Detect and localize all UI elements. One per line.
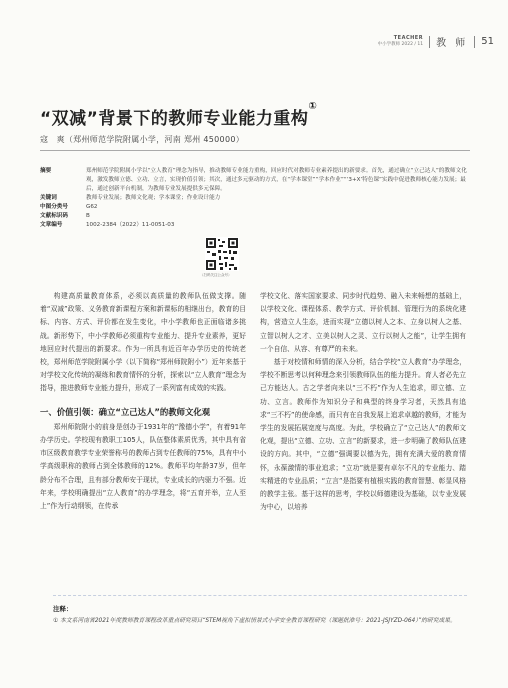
body-column-right	[260, 290, 466, 514]
footnote-title: 注释：	[53, 605, 73, 613]
article-title-text: “双减”背景下的教师专业能力重构	[40, 109, 309, 129]
section-heading: 一、价值引领：确立“立己达人”的教师文化观	[40, 406, 211, 417]
keywords-label: 关键词	[40, 195, 57, 201]
abstract-block	[40, 150, 470, 230]
abstract-row	[40, 150, 470, 194]
article-title	[40, 101, 318, 129]
qr-code-icon	[205, 237, 239, 271]
clc-row	[40, 203, 470, 212]
header-right	[378, 34, 494, 49]
qr-caption: （扫码关注公众号）	[200, 273, 232, 277]
body-paragraph: 学校文化、落实国家要求、同步时代趋势、融入未来畅想的基础上，以学校文化、课程体系、教学方式、评价机制、管理行为的系统化建构，营造立人生态，进而实现“立德以树人之本、立身以树人之基、立智以树人之才、立美以树人之灵、立行以树人之能”，让学生拥有一个自信、从容、有尊严的未来。	[260, 292, 466, 353]
footnote-box	[53, 595, 467, 650]
page-header	[0, 30, 508, 50]
qr-code-image[interactable]	[205, 237, 239, 271]
journal-issue: 中小学教师 2022 / 11	[377, 41, 424, 47]
abstract-text: 郑州师范学院附属小学以“立人教育”理念为指导，推动教师专业能力重构，回应时代对教师专业素养提出的新要求。首先，通过确立“立己达人”的教师文化观，激发教师立德、立功、立言，实现价值引领；其次，通过多元驱动的方式，在“学本课堂”“学本作业”“‘3+X’特色课”实践中促进教师核心能力发展；最后，通过创新平台机制，为教师专业发展提供多元保障。	[86, 168, 467, 192]
article-no-value: 1002-2384（2022）11-0051-03	[86, 222, 175, 228]
footnote-text: ① 本文系河南省2021年度教师教育课程改革重点研究项目“STEM视角下虚拟情景式小学安全教育课程研究（课题批准号：2021-JSJYZD-064）”的研究成果。	[53, 618, 456, 624]
keywords-row	[40, 194, 470, 203]
clc-label: 中图分类号	[40, 204, 68, 210]
doc-code-value: B	[86, 213, 90, 219]
journal-mark	[378, 36, 424, 48]
keywords-text: 教师专业发展；教师文化观；学本课堂；作业设计能力	[86, 195, 221, 201]
column-name: 教 师	[436, 38, 469, 49]
article-no-label: 文章编号	[40, 222, 63, 228]
article-no-row	[40, 221, 470, 230]
body-paragraph: 郑州师院附小的前身是创办于1931年的“豫德小学”，有着91年办学历史。学校现有教职工105人，队伍整体素质优秀，其中具有省市区级教育教学专业荣誉称号的教师占到专任教师的75%，具有中小学高级职称的教师占到全体教师的12%。教师平均年龄37岁，但年龄分布不合理，且有部分教师安于现状，专业成长的内驱力不强。近年来，学校明确提出“立人教育”的办学理念，将“五育并举，立人至上”作为行动纲领，在传承	[40, 422, 246, 511]
author-line: 寇 爽（郑州师范学院附属小学，河南 郑州 450000）	[40, 135, 245, 144]
title-footnote-mark: ①	[308, 101, 318, 112]
body-paragraph: 构建高质量教育体系，必须以高质量的教师队伍做支撑。随着“双减”政策、义务教育新课程方案和新课标的相继出台，教育的目标、内容、方式、评价都在发生变化，中小学教师也正面临诸多挑战。新形势下，中小学教师必须重构专业能力、提升专业素养，更好地回应时代提出的新要求。作为一所具有近百年办学历史的传统老校，郑州师范学院附属小学（以下简称“郑州师院附小”）近年来基于对学校文化传统的凝练和教育情怀的分析，探索以“立人教育”理念为指导，推进教师专业能力提升，形成了一系列富有成效的实践。	[40, 292, 246, 393]
body-column-left	[40, 290, 246, 513]
page-number: 51	[481, 36, 494, 47]
doc-code-row	[40, 212, 470, 221]
header-divider	[429, 36, 430, 48]
header-divider-2	[474, 36, 475, 48]
abstract-label: 摘要	[40, 168, 52, 174]
doc-code-label: 文献标识码	[40, 213, 68, 219]
journal-en-name: TEACHER	[393, 34, 424, 41]
clc-value: G62	[86, 204, 98, 210]
body-paragraph: 基于对校情和师情的深入分析，结合学校“立人教育”办学理念，学校不断思考以何种理念来引领教师队伍的能力提升。育人者必先立己方能达人。古之学者向来以“三不朽”作为人生追求，即立德、立功、立言。教师作为知识分子和典型的终身学习者，天然具有追求“三不朽”的使命感，而只有在自我发展上追求卓越的教师，才能为学生的发展拓展宽度与高度。为此，学校确立了“立己达人”的教师文化观，提出“立德、立功、立言”的新要求，进一步明确了教师队伍建设的方向。其中，“立德”强调要以德为先，拥有充满大爱的教育情怀，永葆激情的事业追求；“立功”就是要有卓尔不凡的专业能力、踏实精进的专业品质；“立言”是指要有植根实践的教育智慧、彰显风格的教学主张。基于这样的思考，学校以师德建设为基础，以专业发展为中心，以培养	[260, 358, 466, 512]
